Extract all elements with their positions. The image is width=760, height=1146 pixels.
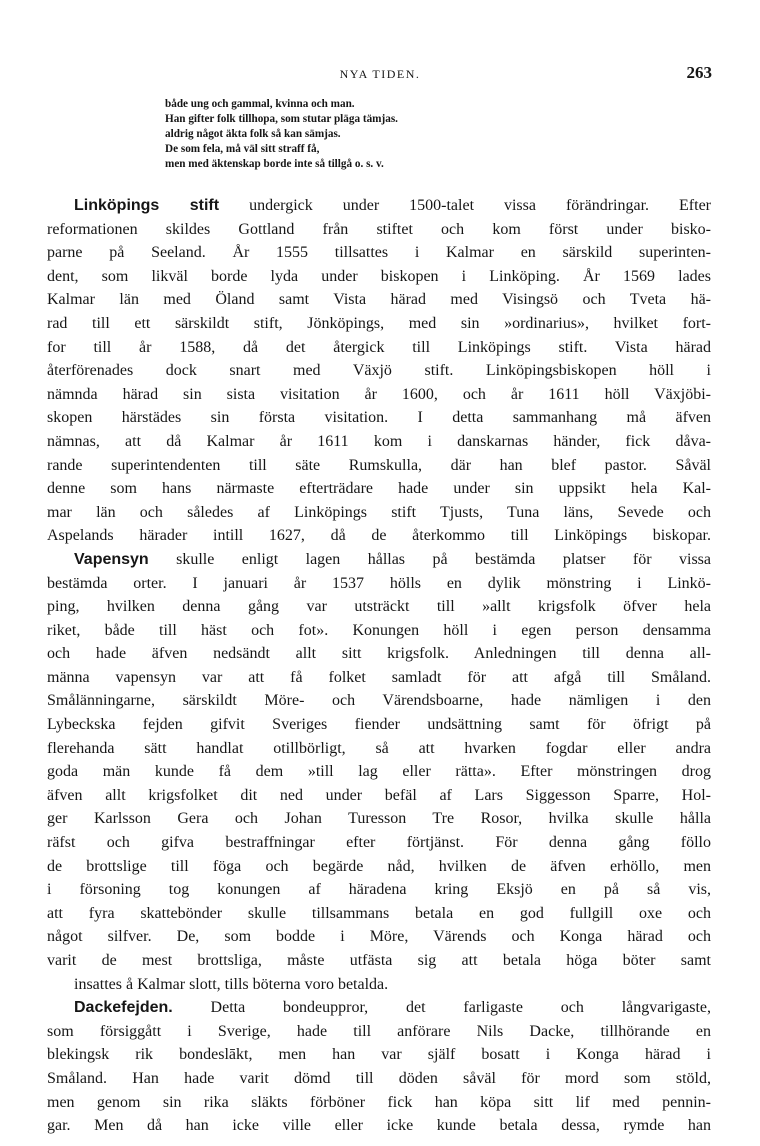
- text-line: reformationen skildes Gottland från stiftet och kom först under bisko-: [47, 220, 711, 238]
- line-text: Detta bondeuppror, det farligaste och långvarigaste,: [172, 999, 711, 1017]
- text-line: bestämda orter. I januari år 1537 hölls en dylik mönstring i Linkö-: [47, 574, 711, 592]
- text-line: nämnas, att då Kalmar år 1611 kom i danskarnas händer, fick dåva-: [47, 432, 711, 450]
- paragraph-keyword: Dackefejden.: [74, 999, 173, 1017]
- verse-line: De som fela, må väl sitt straff få,: [165, 143, 320, 155]
- verse-line: aldrig något äkta folk så kan sämjas.: [165, 128, 341, 140]
- text-line: gar. Men då han icke ville eller icke kunde betala dessa, rymde han: [47, 1117, 711, 1135]
- running-title: NYA TIDEN.: [339, 67, 421, 81]
- verse-line: Han gifter folk tillhopa, som stutar pläga tämjas.: [165, 113, 398, 125]
- text-line: insattes å Kalmar slott, tills böterna voro betalda.: [74, 975, 389, 993]
- text-line: att fyra skattebönder skulle tillsammans betala en god fullgill oxe och: [47, 904, 711, 922]
- text-line: ping, hvilken denna gång var utsträckt till »allt krigsfolk öfver hela: [47, 598, 711, 616]
- text-line: parne på Seeland. År 1555 tillsattes i Kalmar en särskild superinten-: [47, 244, 711, 262]
- verse-quote: [165, 97, 398, 172]
- text-line: de brottslige till föga och begärde nåd, hvilken de äfven erhöllo, men: [47, 857, 711, 875]
- line-text: skulle enligt lagen hållas på bestämda platser för vissa: [148, 550, 711, 568]
- paragraph-linkopings-stift: [47, 194, 711, 548]
- text-line: [47, 996, 711, 1020]
- text-line: rande superintendenten till säte Rumskulla, där han blef pastor. Såväl: [47, 456, 711, 474]
- text-line: [47, 194, 711, 218]
- paragraph-keyword: Linköpings stift: [74, 197, 220, 214]
- line-text: undergick under 1500-talet vissa förändringar. Efter: [219, 197, 711, 214]
- text-line: for till år 1588, då det återgick till Linköpings stift. Vista härad: [47, 338, 711, 356]
- text-line: dent, som likväl borde lyda under biskopen i Linköping. År 1569 lades: [47, 267, 711, 285]
- text-line: men genom sin rika släkts förböner fick han köpa sitt lif med pennin-: [47, 1093, 711, 1111]
- text-line: Kalmar län med Öland samt Vista härad med Visingsö och Tveta hä-: [47, 291, 711, 309]
- paragraph-keyword: Vapensyn: [74, 550, 149, 568]
- text-line: i försoning tog konungen af häradena kring Eksjö en på så vis,: [47, 881, 711, 899]
- text-line: som försiggått i Sverige, hade till anförare Nils Dacke, tillhörande en: [47, 1022, 711, 1040]
- text-line: goda män kunde få dem »till lag eller rätta». Efter mönstringen drog: [47, 763, 711, 781]
- verse-line: men med äktenskap borde inte så tillgå o. s. v.: [165, 158, 384, 170]
- text-line: rad till ett särskildt stift, Jönköpings, med sin »ordinarius», hvilket fort-: [47, 314, 711, 332]
- page-header: [48, 63, 712, 85]
- text-line: nämnda härad sin sista visitation år 1600, och år 1611 höll Växjöbi-: [47, 385, 711, 403]
- text-line: räfst och gifva bestraffningar efter förtjänst. För denna gång föllo: [47, 834, 711, 852]
- text-line: något silfver. De, som bodde i Möre, Värends och Konga härad och: [47, 928, 711, 946]
- text-line: skopen härstädes sin första visitation. I detta sammanhang må äfven: [47, 409, 711, 427]
- text-line: Småland. Han hade varit dömd till döden såväl för mord som stöld,: [47, 1069, 711, 1087]
- text-line: Aspelands härader intill 1627, då de återkommo till Linköpings biskopar.: [47, 527, 711, 545]
- text-line: riket, både till häst och fot». Konungen höll i egen person densamma: [47, 621, 711, 639]
- text-line: Lybeckska fejden gifvit Sveriges fiender undsättning samt för öfrigt på: [47, 716, 711, 734]
- text-line: mar län och således af Linköpings stift Tjusts, Tuna läns, Sevede och: [47, 503, 711, 521]
- paragraph-vapensyn: [47, 548, 711, 996]
- paragraph-dackefejden: [47, 996, 711, 1138]
- text-line: [47, 548, 711, 572]
- text-line: äfven allt krigsfolket dit ned under befäl af Lars Siggesson Sparre, Hol-: [47, 786, 711, 804]
- text-line: denne som hans närmaste efterträdare hade under sin uppsikt hela Kal-: [47, 480, 711, 498]
- text-line: ger Karlsson Gera och Johan Turesson Tre Rosor, hvilka skulle hålla: [47, 810, 711, 828]
- text-line: männa vapensyn var att få folket samladt för att afgå till Småland.: [47, 668, 711, 686]
- text-line: och hade äfven nedsändt allt sitt krigsfolk. Anledningen till denna all-: [47, 645, 711, 663]
- body-text: [47, 194, 711, 1138]
- text-line: blekingsk rik bondeslākt, men han var själf bosatt i Konga härad i: [47, 1046, 711, 1064]
- text-line: återförenades dock snart med Växjö stift. Linköpingsbiskopen höll i: [47, 362, 711, 380]
- text-line: flerehanda sätt handlat otillbörligt, så att hvarken fogdar eller andra: [47, 739, 711, 757]
- verse-line: både ung och gammal, kvinna och man.: [165, 98, 355, 110]
- text-line: Smålänningarne, särskildt Möre- och Värendsboarne, hade nämligen i den: [47, 692, 711, 710]
- page-number: 263: [686, 63, 712, 82]
- text-line: varit de mest brottsliga, måste utfästa sig att betala höga böter samt: [47, 952, 711, 969]
